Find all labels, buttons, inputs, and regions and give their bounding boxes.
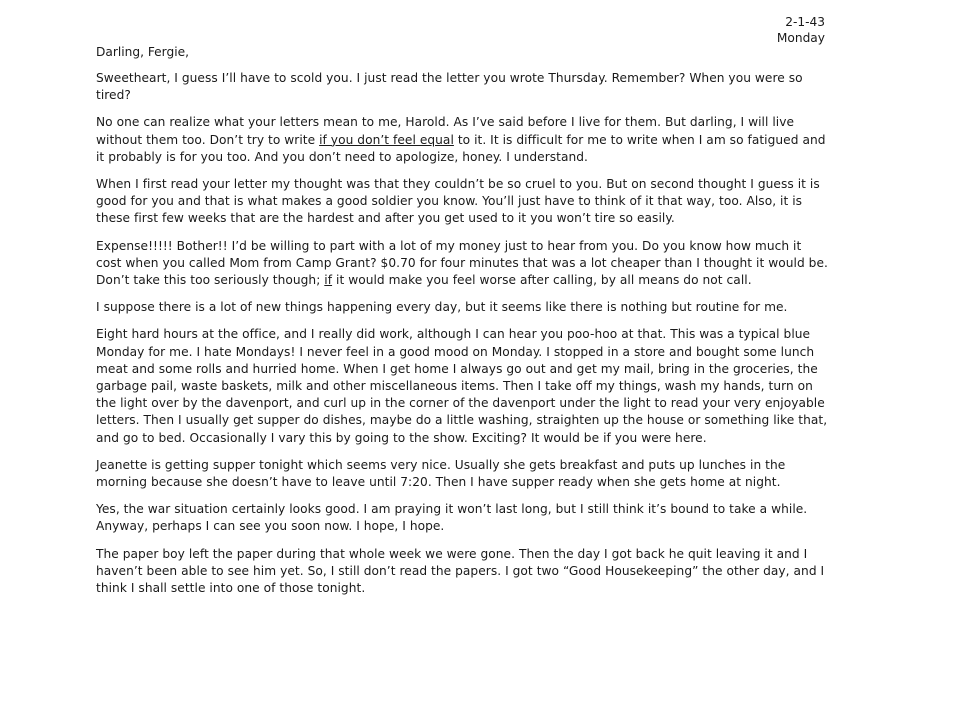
- paragraph-4: [96, 238, 828, 290]
- paragraph-8: Yes, the war situation certainly looks good. I am praying it won’t last long, but I still think it’s bound to take a while. Anyway, perhaps I can see you soon now. I hope, I hope.: [96, 502, 808, 534]
- paragraph-2: [96, 114, 828, 166]
- paragraph-5: I suppose there is a lot of new things happening every day, but it seems like there is nothing but routine for me.: [96, 300, 788, 315]
- letter-page: [96, 14, 828, 607]
- paragraph-7: Jeanette is getting supper tonight which seems very nice. Usually she gets breakfast and puts up lunches in the morning because she doesn’t have to leave until 7:20. Then I have supper ready when she gets home at night.: [96, 457, 786, 490]
- paragraph-2-text-b: to it. It is difficult for me to write when I am so fatigued and it probably is for you too. And you don’t need to apologize, honey. I understand.: [96, 132, 826, 164]
- letter-date: 2-1-43: [785, 15, 825, 29]
- paragraph-3: When I first read your letter my thought was that they couldn’t be so cruel to you. But on second thought I guess it is good for you and that is what makes a good soldier you know. You’ll just have to think of it that way, too. Also, it is these first few weeks that are the hardest and after you get used to it you won’t tire so easily.: [96, 177, 820, 226]
- paragraph-6: Eight hard hours at the office, and I really did work, although I can hear you poo-hoo at that. This was a typical blue Monday for me. I hate Mondays! I never feel in a good mood on Monday. I stopped in a store and bought some lunch meat and some rolls and hurried home. When I get home I always go out and get my mail, bring in the groceries, the garbage pail, waste baskets, milk and other miscellaneous items. Then I take off my things, wash my hands, turn on the light over by the davenport, and curl up in the corner of the davenport under the light to read your very enjoyable letters. Then I usually get supper do dishes, maybe do a little washing, straighten up the house or something like that, and go to bed. Occasionally I vary this by going to the show. Exciting? It would be if you were here.: [96, 327, 828, 445]
- paragraph-1: Sweetheart, I guess I’ll have to scold you. I just read the letter you wrote Thursday. Remember? When you were so tired?: [96, 71, 803, 103]
- date-block: [96, 14, 825, 46]
- salutation: Darling, Fergie,: [96, 45, 189, 59]
- paragraph-4-text-b: it would make you feel worse after calling, by all means do not call.: [332, 273, 752, 288]
- paragraph-4-text-a: Expense!!!!! Bother!! I’d be willing to part with a lot of my money just to hear from you. Do you know how much it cost when you called Mom from Camp Grant? $0.70 for four minutes that was a lot cheaper than I thought it would be. Don’t take this too seriously though;: [96, 238, 828, 288]
- paragraph-2-text-a: No one can realize what your letters mean to me, Harold. As I’ve said before I live for them. But darling, I will live without them too. Don’t try to write: [96, 115, 795, 147]
- paragraph-2-underlined: if you don’t feel equal: [319, 132, 454, 147]
- letter-weekday: Monday: [776, 31, 825, 45]
- paragraph-9: The paper boy left the paper during that whole week we were gone. Then the day I got back he quit leaving it and I haven’t been able to see him yet. So, I still don’t read the papers. I got two “Good Housekeeping” the other day, and I think I shall settle into one of those tonight.: [96, 546, 825, 596]
- paragraph-4-underlined: if: [324, 273, 333, 288]
